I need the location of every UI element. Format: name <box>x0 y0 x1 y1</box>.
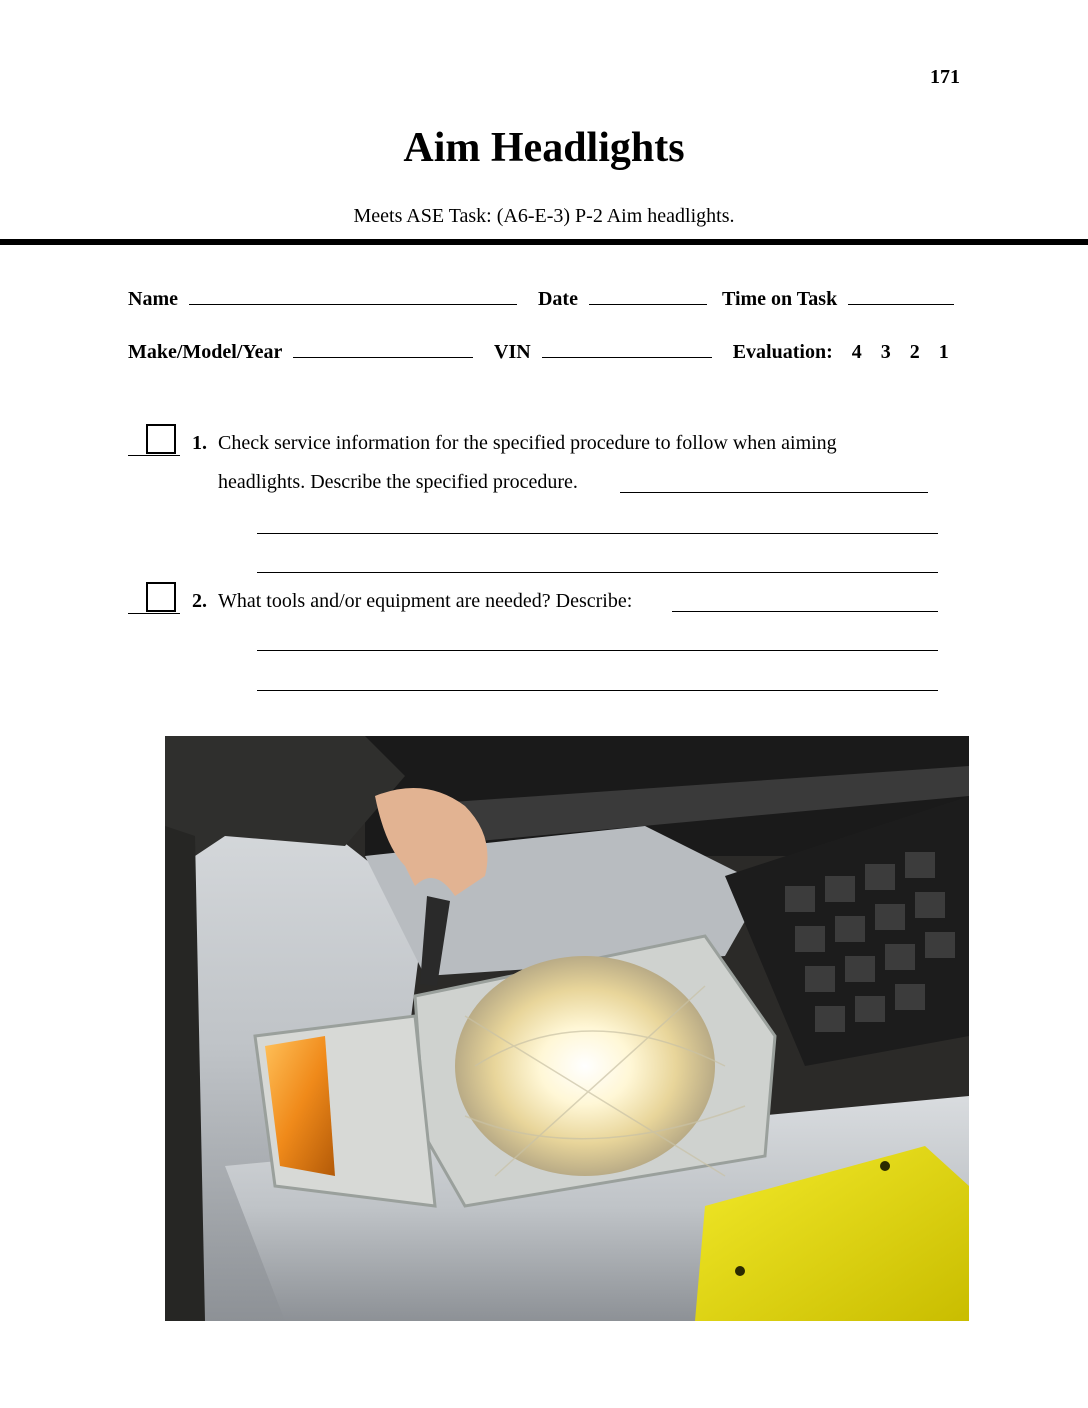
item-1-checkbox[interactable] <box>128 424 180 456</box>
name-label: Name <box>128 288 178 310</box>
checkbox-square <box>146 582 176 612</box>
name-blank[interactable] <box>189 286 517 305</box>
item-1-line-1 <box>192 432 837 455</box>
item-1-answer-line-2[interactable] <box>257 533 938 534</box>
evaluation-score-4[interactable]: 4 <box>851 341 862 363</box>
time-on-task-label: Time on Task <box>721 288 838 310</box>
item-2-answer-line-3[interactable] <box>257 690 938 691</box>
info-row-1 <box>128 286 954 311</box>
headlight-photo-illustration <box>165 736 969 1321</box>
ase-task-subtitle: Meets ASE Task: (A6-E-3) P-2 Aim headlights. <box>353 205 735 227</box>
make-model-year-blank[interactable] <box>293 339 473 358</box>
evaluation-score-1[interactable]: 1 <box>938 341 949 363</box>
item-2-line-1 <box>192 590 632 613</box>
vin-blank[interactable] <box>542 339 712 358</box>
evaluation-label: Evaluation: <box>732 341 833 363</box>
vin-label: VIN <box>494 341 531 363</box>
checkbox-square <box>146 424 176 454</box>
time-on-task-blank[interactable] <box>848 286 954 305</box>
evaluation-score-2[interactable]: 2 <box>909 341 920 363</box>
item-1-text-2: headlights. Describe the specified procedure. <box>218 471 578 493</box>
header-divider <box>0 239 1088 245</box>
evaluation-score-3[interactable]: 3 <box>880 341 891 363</box>
date-blank[interactable] <box>589 286 707 305</box>
item-2-text-1: What tools and/or equipment are needed? Describe: <box>218 590 633 612</box>
item-1-number: 1. <box>192 432 207 454</box>
page-title: Aim Headlights <box>403 125 685 171</box>
item-2-answer-line-2[interactable] <box>257 650 938 651</box>
item-1-answer-line-3[interactable] <box>257 572 938 573</box>
info-row-2 <box>128 339 949 364</box>
item-1-line-2 <box>218 471 578 494</box>
date-label: Date <box>537 288 578 310</box>
item-2-answer-line-1[interactable] <box>672 611 938 612</box>
page-number: 171 <box>930 66 960 88</box>
item-1-text-1: Check service information for the specified procedure to follow when aiming <box>218 432 837 454</box>
item-1-answer-line-1[interactable] <box>620 492 928 493</box>
item-2-number: 2. <box>192 590 207 612</box>
item-2-checkbox[interactable] <box>128 582 180 614</box>
headlight-aiming-photo <box>165 736 969 1321</box>
evaluation-scores <box>838 341 949 363</box>
make-model-year-label: Make/Model/Year <box>128 341 283 363</box>
